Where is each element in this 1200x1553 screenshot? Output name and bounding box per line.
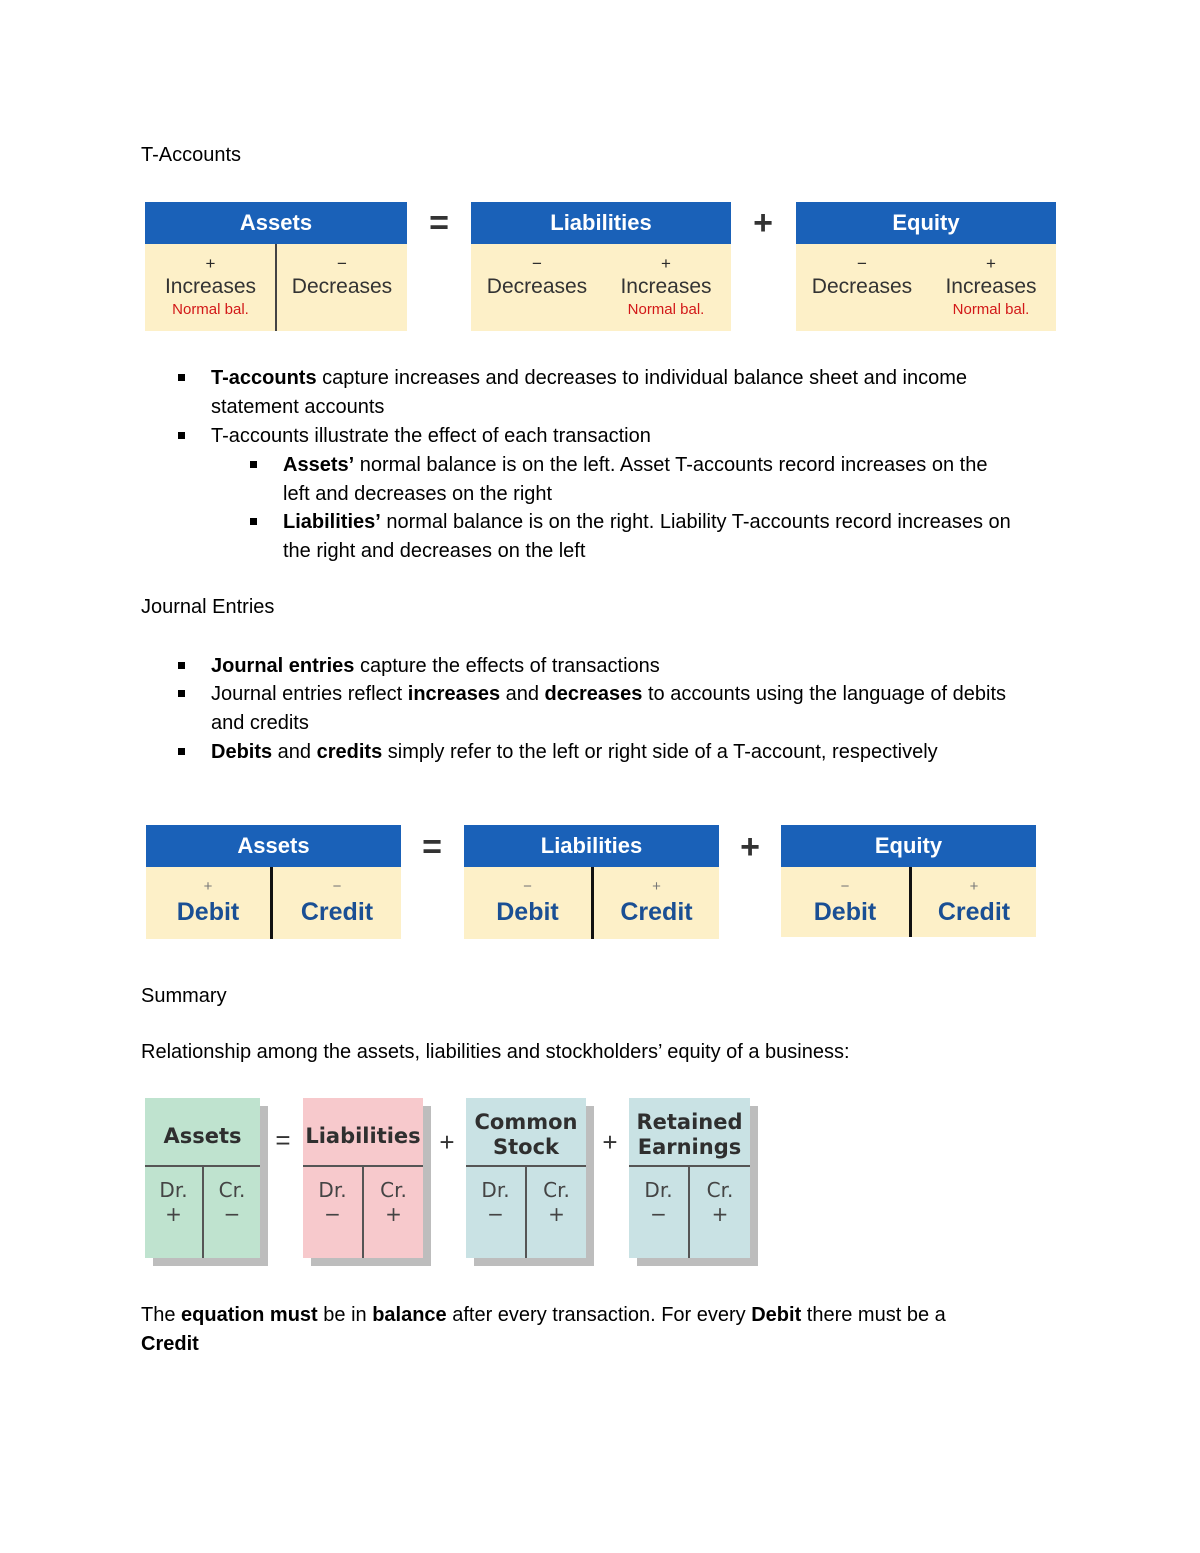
bullet-marker (178, 374, 185, 381)
assets-header: Assets (145, 202, 407, 244)
common-stock-title-line1: Common (474, 1110, 578, 1134)
assets-dr-sign: + (165, 1202, 182, 1226)
sub-list-item: Liabilities’ normal balance is on the right. Liability T-accounts record increases on (283, 511, 1011, 533)
equity-plus-sign: + (986, 254, 996, 273)
list-item-continuation: statement accounts (211, 396, 385, 418)
bullet-marker (178, 748, 185, 755)
heading-t-accounts: T-Accounts (141, 144, 242, 166)
equity-decreases-label: Decreases (811, 275, 913, 298)
retained-earnings-cr-sign: + (711, 1202, 729, 1226)
list-item: Debits and credits simply refer to the left or right side of a T-account, respectively (211, 741, 938, 763)
assets-cr: Cr. (218, 1178, 246, 1202)
liabilities-dr-sign: − (324, 1202, 341, 1226)
common-stock-card (466, 1098, 594, 1266)
retained-earnings-title-line1: Retained (636, 1110, 743, 1134)
list-item: T-accounts illustrate the effect of each transaction (211, 425, 651, 447)
sub-list-item-continuation: the right and decreases on the left (283, 540, 586, 562)
equity-credit-label: Credit (937, 898, 1011, 926)
assets-card (145, 1098, 268, 1266)
liabilities-card (303, 1098, 431, 1266)
retained-earnings-dr-sign: − (650, 1202, 667, 1226)
equity-debit-label: Debit (813, 898, 877, 926)
equity-minus-sign: − (840, 878, 850, 895)
liabilities-credit-label: Credit (620, 898, 693, 926)
summary-intro: Relationship among the assets, liabilities and stockholders’ equity of a business: (141, 1041, 850, 1063)
common-stock-dr-sign: − (487, 1202, 504, 1226)
list-item: T-accounts capture increases and decreases to individual balance sheet and income (211, 367, 967, 389)
liabilities-header: Liabilities (464, 825, 719, 867)
plus-operator: + (740, 828, 760, 866)
heading-journal-entries: Journal Entries (141, 596, 275, 618)
assets-minus-sign: − (332, 878, 342, 895)
list-item: Journal entries reflect increases and decreases to accounts using the language of debits (211, 683, 1007, 705)
equity-header: Equity (796, 202, 1056, 244)
liabilities-minus-sign: − (523, 878, 532, 895)
common-stock-cr-sign: + (548, 1202, 565, 1226)
equals-operator: = (422, 828, 442, 866)
bullet-marker (178, 432, 185, 439)
retained-earnings-card (629, 1098, 758, 1266)
plus-operator: + (753, 204, 773, 242)
heading-summary: Summary (141, 985, 227, 1007)
sub-list-item: Assets’ normal balance is on the left. Asset T-accounts record increases on the (283, 454, 988, 476)
sub-list-item-continuation: left and decreases on the right (283, 483, 553, 505)
retained-earnings-title-line2: Earnings (637, 1135, 742, 1159)
liabilities-debit-label: Debit (496, 898, 559, 926)
sub-bullet-marker (250, 461, 257, 468)
closing-statement: The equation must be in balance after every transaction. For every Debit there must be a (141, 1304, 946, 1326)
liabilities-header: Liabilities (471, 202, 731, 244)
sub-bullet-marker (250, 518, 257, 525)
common-stock-title-line2: Stock (492, 1135, 559, 1159)
liabilities-decreases-label: Decreases (486, 275, 588, 298)
equity-header: Equity (781, 825, 1036, 867)
assets-cr-sign: − (223, 1202, 241, 1226)
equity-normal-bal: Normal bal. (952, 301, 1030, 318)
assets-dr: Dr. (159, 1178, 188, 1202)
assets-debit-label: Debit (176, 898, 240, 926)
list-item-continuation: and credits (211, 712, 309, 734)
plus-operator: + (439, 1127, 455, 1157)
equals-operator: = (429, 204, 449, 242)
common-stock-dr: Dr. (481, 1178, 510, 1202)
assets-credit-label: Credit (300, 898, 374, 926)
liabilities-cr-sign: + (385, 1202, 402, 1226)
assets-decreases-label: Decreases (291, 275, 393, 298)
list-item: Journal entries capture the effects of transactions (211, 655, 660, 677)
assets-plus-sign: + (203, 878, 213, 895)
assets-header: Assets (146, 825, 401, 867)
liabilities-plus-sign: + (661, 254, 671, 273)
liabilities-normal-bal: Normal bal. (627, 301, 705, 318)
retained-earnings-dr: Dr. (644, 1178, 673, 1202)
retained-earnings-cr: Cr. (706, 1178, 734, 1202)
assets-normal-bal: Normal bal. (172, 301, 249, 318)
assets-plus-sign: + (205, 254, 216, 273)
assets-title: Assets (163, 1124, 242, 1148)
equity-plus-sign: + (969, 878, 979, 895)
closing-statement-continuation: Credit (141, 1333, 199, 1355)
equals-operator: = (275, 1125, 291, 1155)
assets-increases-label: Increases (164, 275, 257, 298)
plus-operator: + (602, 1127, 618, 1157)
equity-minus-sign: − (857, 254, 867, 273)
assets-minus-sign: − (337, 254, 347, 273)
bullet-marker (178, 690, 185, 697)
common-stock-cr: Cr. (543, 1178, 570, 1202)
liabilities-cr: Cr. (380, 1178, 407, 1202)
equity-increases-label: Increases (945, 275, 1037, 298)
bullet-marker (178, 662, 185, 669)
liabilities-increases-label: Increases (620, 275, 712, 298)
liabilities-title: Liabilities (305, 1124, 421, 1148)
liabilities-minus-sign: − (532, 254, 542, 273)
liabilities-dr: Dr. (318, 1178, 347, 1202)
liabilities-plus-sign: + (652, 878, 661, 895)
